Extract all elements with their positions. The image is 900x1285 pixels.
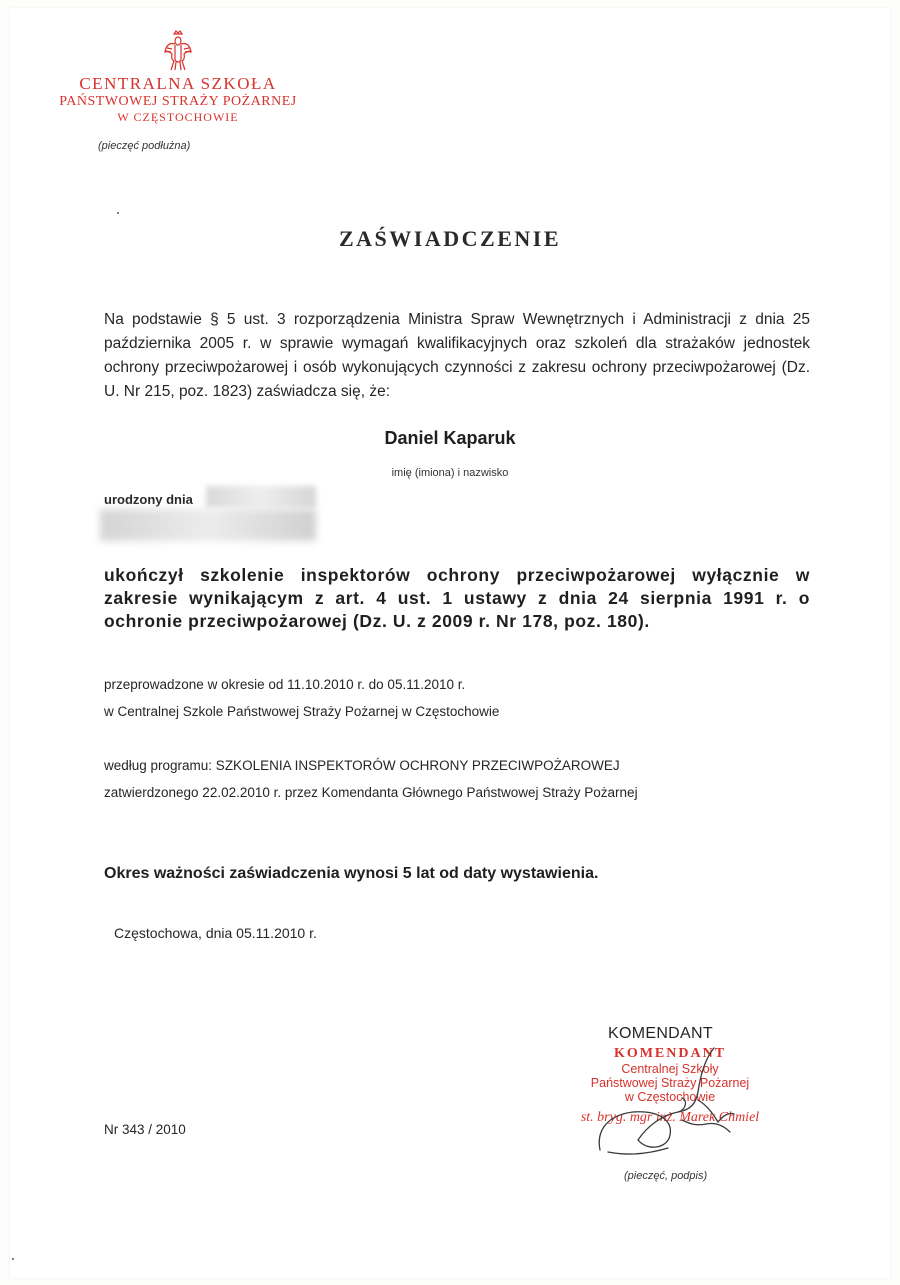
redacted-birth-date: [206, 486, 316, 508]
signature-caption: (pieczęć, podpis): [624, 1170, 708, 1182]
legal-basis-paragraph: Na podstawie § 5 ust. 3 rozporządzenia Ministra Spraw Wewnętrznych i Administracji z dnia 25 października 2005 r. w sprawie wymagań kwalifikacyjnych oraz szkoleń dla strażaków jednostek ochrony przeciwpożarowej i osób wykonujących czynności z zakresu ochrony przeciwpożarowej (Dz. U. Nr 215, poz. 1823) zaświadcza się, że:: [104, 311, 810, 400]
issue-date-place: Częstochowa, dnia 05.11.2010 r.: [114, 925, 317, 941]
signature-stamp-line-2: Centralnej Szkoły: [621, 1062, 719, 1076]
eagle-emblem-icon: [163, 30, 193, 72]
signature-stamp-line-1: KOMENDANT: [613, 1046, 727, 1061]
course-completion-statement: ukończył szkolenie inspektorów ochrony przeciwpożarowej wyłącznie w zakresie wynikającym z art. 4 ust. 1 ustawy z dnia 24 sierpnia 1991 r. o ochronie przeciwpożarowej (Dz. U. z 2009 r. Nr 178, poz. 180).: [104, 565, 810, 631]
stamp-line-3: W CZĘSTOCHOWIE: [117, 110, 239, 124]
stamp-caption: (pieczęć podłużna): [98, 140, 191, 152]
handwritten-signature: [578, 1040, 768, 1170]
recipient-name: Daniel Kaparuk: [384, 428, 516, 448]
document-title: ZAŚWIADCZENIE: [339, 226, 561, 251]
program-approval: zatwierdzonego 22.02.2010 r. przez Komendanta Głównego Państwowej Straży Pożarnej: [104, 785, 638, 800]
signature-stamp-line-5: st. bryg. mgr inż. Marek Chmiel: [580, 1110, 760, 1125]
signature-stamp-line-3: Państwowej Straży Pożarnej: [590, 1076, 750, 1090]
signatory-title: KOMENDANT: [608, 1025, 713, 1042]
validity-statement: Okres ważności zaświadczenia wynosi 5 lat od daty wystawienia.: [104, 865, 599, 882]
speck: [12, 1258, 14, 1260]
certificate-number: Nr 343 / 2010: [104, 1122, 186, 1137]
school-stamp: [48, 30, 308, 125]
speck: [117, 212, 119, 214]
stamp-line-2: PAŃSTWOWEJ STRAŻY POŻARNEJ: [59, 94, 297, 109]
stamp-line-1: CENTRALNA SZKOŁA: [79, 74, 277, 93]
course-location: w Centralnej Szkole Państwowej Straży Pożarnej w Częstochowie: [104, 704, 500, 719]
recipient-name-caption: imię (imiona) i nazwisko: [391, 467, 509, 479]
course-period: przeprowadzone w okresie od 11.10.2010 r. do 05.11.2010 r.: [104, 677, 466, 692]
redacted-birth-place: [100, 509, 316, 541]
signature-stamp-line-4: w Częstochowie: [624, 1090, 716, 1104]
course-program: według programu: SZKOLENIA INSPEKTORÓW OCHRONY PRZECIWPOŻAROWEJ: [104, 758, 620, 773]
birth-date-label: urodzony dnia: [104, 492, 193, 507]
